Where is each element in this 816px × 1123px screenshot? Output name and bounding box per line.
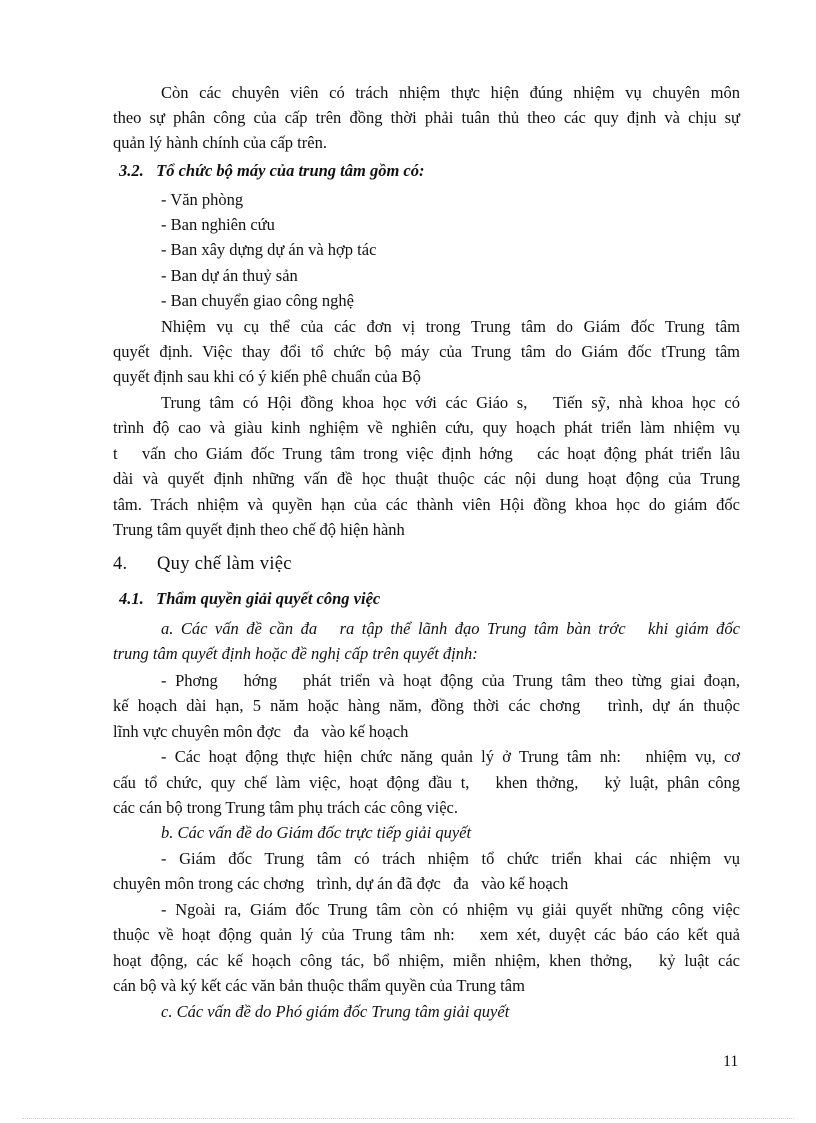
paragraph-line: quyết định. Việc thay đổi tổ chức bộ máy của Trung tâm do Giám đốc tTrung tâm [113,342,740,361]
paragraph-line: kế hoạch dài hạn, 5 năm hoặc hàng năm, đồng thời các chơng trình, dự án thuộc [113,696,740,715]
paragraph-line: - Phơng hớng phát triển và hoạt động của Trung tâm theo từng giai đoạn, [161,671,740,690]
list-item: - Ban dự án thuỷ sản [161,266,298,285]
paragraph-line: cán bộ và ký kết các văn bản thuộc thẩm quyền của Trung tâm [113,976,525,995]
list-item: - Ban xây dựng dự án và hợp tác [161,240,377,259]
paragraph-line: b. Các vấn đề do Giám đốc trực tiếp giải quyết [161,823,472,842]
paragraph-line: - Giám đốc Trung tâm có trách nhiệm tổ chức triển khai các nhiệm vụ [161,849,740,868]
paragraph-line: Trung tâm có Hội đồng khoa học với các Giáo s, Tiến sỹ, nhà khoa học có [161,393,740,412]
subsection-heading: 4.1. Thẩm quyền giải quyết công việc [119,589,381,608]
section-heading: 4. Quy chế làm việc [113,554,292,574]
paragraph-line: trung tâm quyết định hoặc đề nghị cấp trên quyết định: [113,644,478,663]
paragraph-line: quản lý hành chính của cấp trên. [113,133,327,152]
list-item: - Ban chuyển giao công nghệ [161,291,354,310]
page-number: 11 [723,1053,739,1070]
paragraph-line: - Ngoài ra, Giám đốc Trung tâm còn có nhiệm vụ giải quyết những công việc [161,900,740,919]
paragraph-line: lĩnh vực chuyên môn đợc đa vào kế hoạch [113,722,409,741]
paragraph-line: a. Các vấn đề cần đa ra tập thể lãnh đạo Trung tâm bàn trớc khi giám đốc [161,619,740,638]
paragraph-line: hoạt động, các kế hoạch công tác, bổ nhiệm, miễn nhiệm, khen thởng, kỷ luật các [113,951,740,970]
paragraph-line: c. Các vấn đề do Phó giám đốc Trung tâm giải quyết [161,1002,510,1021]
paragraph-line: cấu tổ chức, quy chế làm việc, hoạt động đầu t, khen thởng, kỷ luật, phân công [113,773,740,792]
list-item: - Văn phòng [161,190,244,209]
paragraph-line: - Các hoạt động thực hiện chức năng quản lý ở Trung tâm nh: nhiệm vụ, cơ [161,747,740,766]
paragraph-line: tâm. Trách nhiệm và quyền hạn của các thành viên Hội đồng khoa học do giám đốc [113,495,740,514]
section-heading: 3.2. Tổ chức bộ máy của trung tâm gồm có: [119,161,425,180]
list-item: - Ban nghiên cứu [161,215,275,234]
paragraph-line: dài và quyết định những vấn đề học thuật thuộc các nội dung hoạt động của Trung [113,469,740,488]
paragraph-line: Còn các chuyên viên có trách nhiệm thực hiện đúng nhiệm vụ chuyên môn [161,83,740,102]
paragraph-line: quyết định sau khi có ý kiến phê chuẩn của Bộ [113,367,421,386]
paragraph-line: thuộc về hoạt động quản lý của Trung tâm nh: xem xét, duyệt các báo cáo kết quả [113,925,740,944]
paragraph-line: trình độ cao và giàu kinh nghiệm về nghiên cứu, quy hoạch phát triển làm nhiệm vụ [113,418,740,437]
paragraph-line: t vấn cho Giám đốc Trung tâm trong việc định hớng các hoạt động phát triển lâu [113,444,740,463]
paragraph-line: Nhiệm vụ cụ thể của các đơn vị trong Trung tâm do Giám đốc Trung tâm [161,317,740,336]
paragraph-line: theo sự phân công của cấp trên đồng thời phải tuân thủ theo các quy định và chịu sự [113,108,740,127]
paragraph-line: Trung tâm quyết định theo chế độ hiện hành [113,520,405,539]
page-border-divider [22,1118,794,1119]
paragraph-line: các cán bộ trong Trung tâm phụ trách các công việc. [113,798,459,817]
paragraph-line: chuyên môn trong các chơng trình, dự án đã đợc đa vào kế hoạch [113,874,569,893]
